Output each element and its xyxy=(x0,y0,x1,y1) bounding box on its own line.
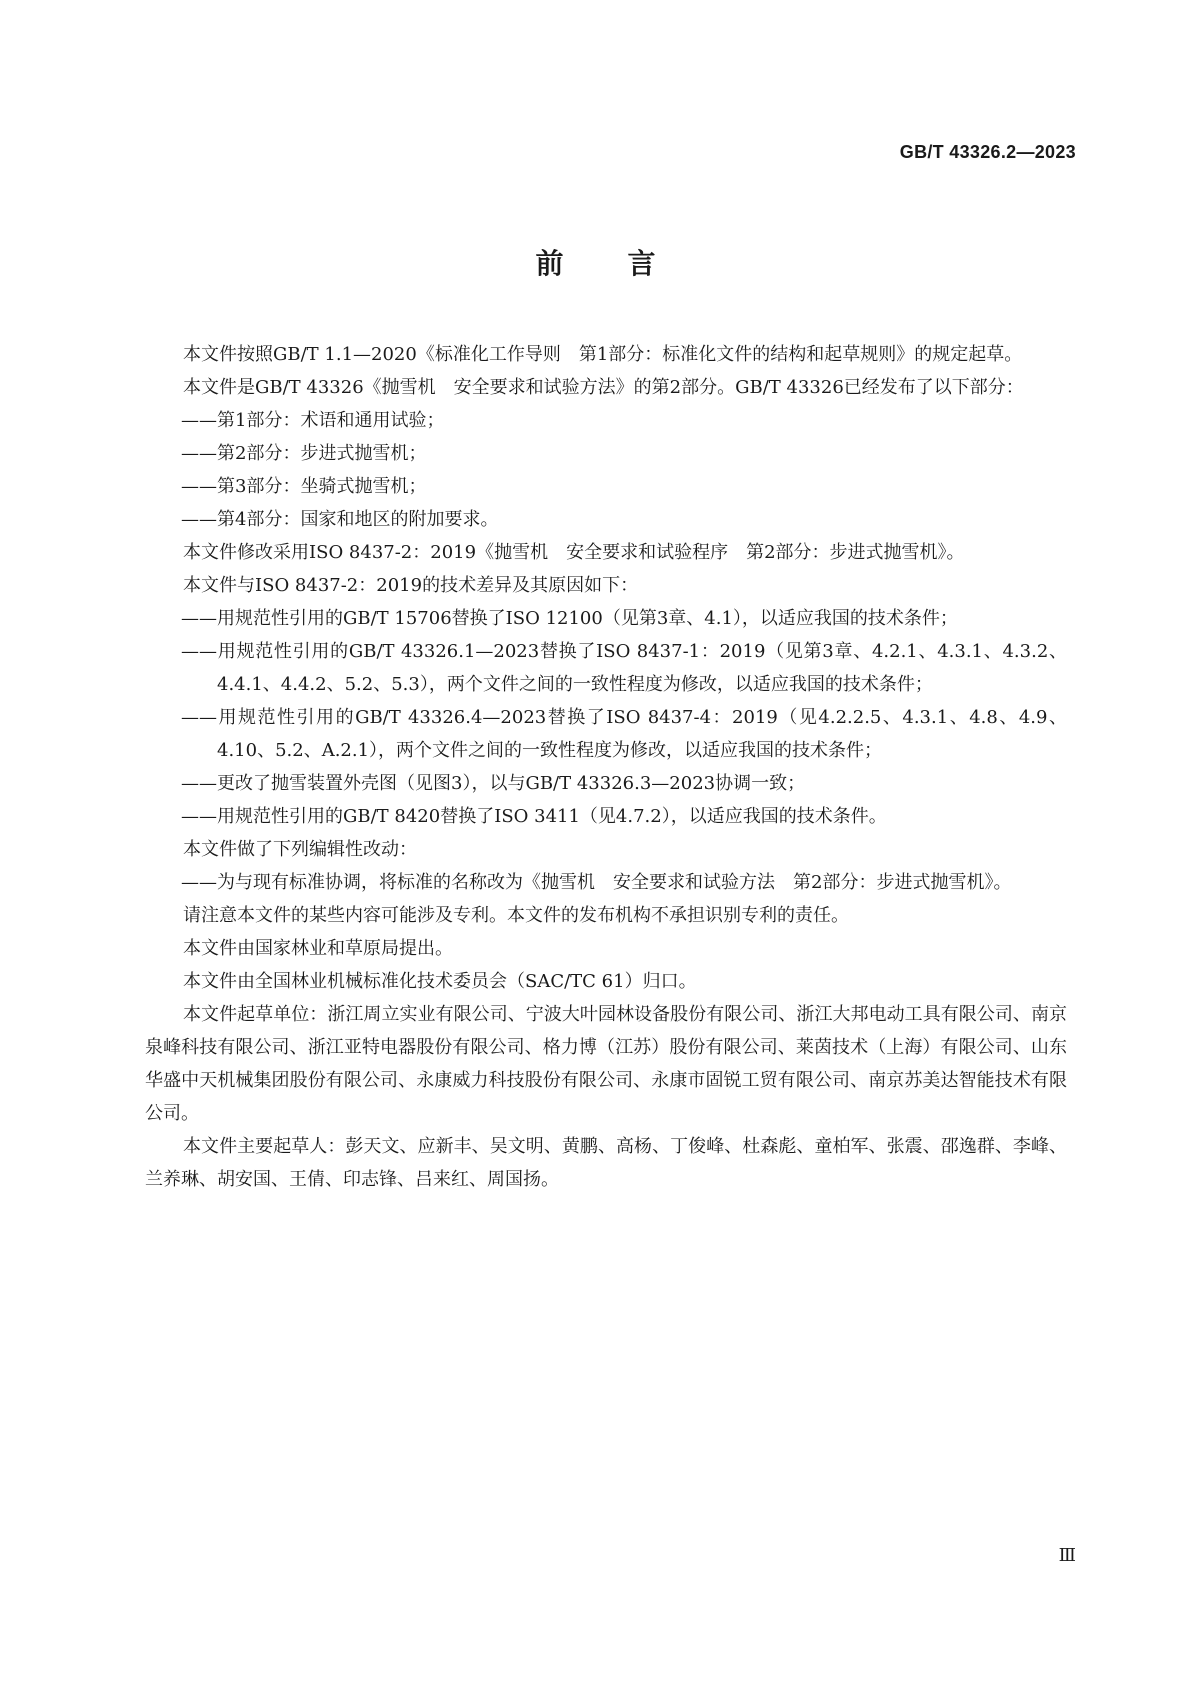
list-item: ——用规范性引用的GB/T 15706替换了ISO 12100（见第3章、4.1），以适应我国的技术条件； xyxy=(181,608,958,629)
paragraph: 本文件按照GB/T 1.1—2020《标准化工作导则 第1部分：标准化文件的结构和起草规则》的规定起草。 xyxy=(183,344,1023,365)
paragraph: 请注意本文件的某些内容可能涉及专利。本文件的发布机构不承担识别专利的责任。 xyxy=(183,905,849,926)
list-item: ——第1部分：术语和通用试验； xyxy=(181,410,445,431)
foreword-body xyxy=(145,338,1067,1196)
paragraph: 本文件修改采用ISO 8437-2：2019《抛雪机 安全要求和试验程序 第2部分：步进式抛雪机》。 xyxy=(183,542,965,563)
list-item: ——第3部分：坐骑式抛雪机； xyxy=(181,476,427,497)
list-item: ——用规范性引用的GB/T 43326.4—2023替换了ISO 8437-4：2019（见4.2.2.5、4.3.1、4.8、4.9、4.10、5.2、A.2.1），两个文件之间的一致性程度为修改，以适应我国的技术条件； xyxy=(181,707,1067,761)
page-title: 前言 xyxy=(535,247,720,280)
list-item: ——更改了抛雪装置外壳图（见图3），以与GB/T 43326.3—2023协调一致； xyxy=(181,773,806,794)
paragraph: 本文件是GB/T 43326《抛雪机 安全要求和试验方法》的第2部分。GB/T 43326已经发布了以下部分： xyxy=(183,377,1024,398)
paragraph: 本文件与ISO 8437-2：2019的技术差异及其原因如下： xyxy=(183,575,639,596)
paragraph: 本文件做了下列编辑性改动： xyxy=(183,839,417,860)
page-number: Ⅲ xyxy=(1058,1545,1076,1565)
paragraph: 本文件由全国林业机械标准化技术委员会（SAC/TC 61）归口。 xyxy=(183,971,697,992)
list-item: ——第2部分：步进式抛雪机； xyxy=(181,443,427,464)
list-item: ——用规范性引用的GB/T 8420替换了ISO 3411（见4.7.2），以适应我国的技术条件。 xyxy=(181,806,887,827)
paragraph: 本文件主要起草人：彭天文、应新丰、吴文明、黄鹏、高杨、丁俊峰、杜森彪、童柏军、张震、邵逸群、李峰、兰养琳、胡安国、王倩、印志锋、吕来红、周国扬。 xyxy=(145,1136,1067,1190)
paragraph: 本文件起草单位：浙江周立实业有限公司、宁波大叶园林设备股份有限公司、浙江大邦电动工具有限公司、南京泉峰科技有限公司、浙江亚特电器股份有限公司、格力博（江苏）股份有限公司、莱茵技术（上海）有限公司、山东华盛中天机械集团股份有限公司、永康威力科技股份有限公司、永康市固锐工贸有限公司、南京苏美达智能技术有限公司。 xyxy=(145,1004,1067,1124)
list-item: ——为与现有标准协调，将标准的名称改为《抛雪机 安全要求和试验方法 第2部分：步进式抛雪机》。 xyxy=(181,872,1012,893)
list-item: ——用规范性引用的GB/T 43326.1—2023替换了ISO 8437-1：2019（见第3章、4.2.1、4.3.1、4.3.2、4.4.1、4.4.2、5.2、5.3），两个文件之间的一致性程度为修改，以适应我国的技术条件； xyxy=(181,641,1067,695)
standard-code: GB/T 43326.2—2023 xyxy=(899,142,1076,162)
paragraph: 本文件由国家林业和草原局提出。 xyxy=(183,938,453,959)
list-item: ——第4部分：国家和地区的附加要求。 xyxy=(181,509,499,530)
